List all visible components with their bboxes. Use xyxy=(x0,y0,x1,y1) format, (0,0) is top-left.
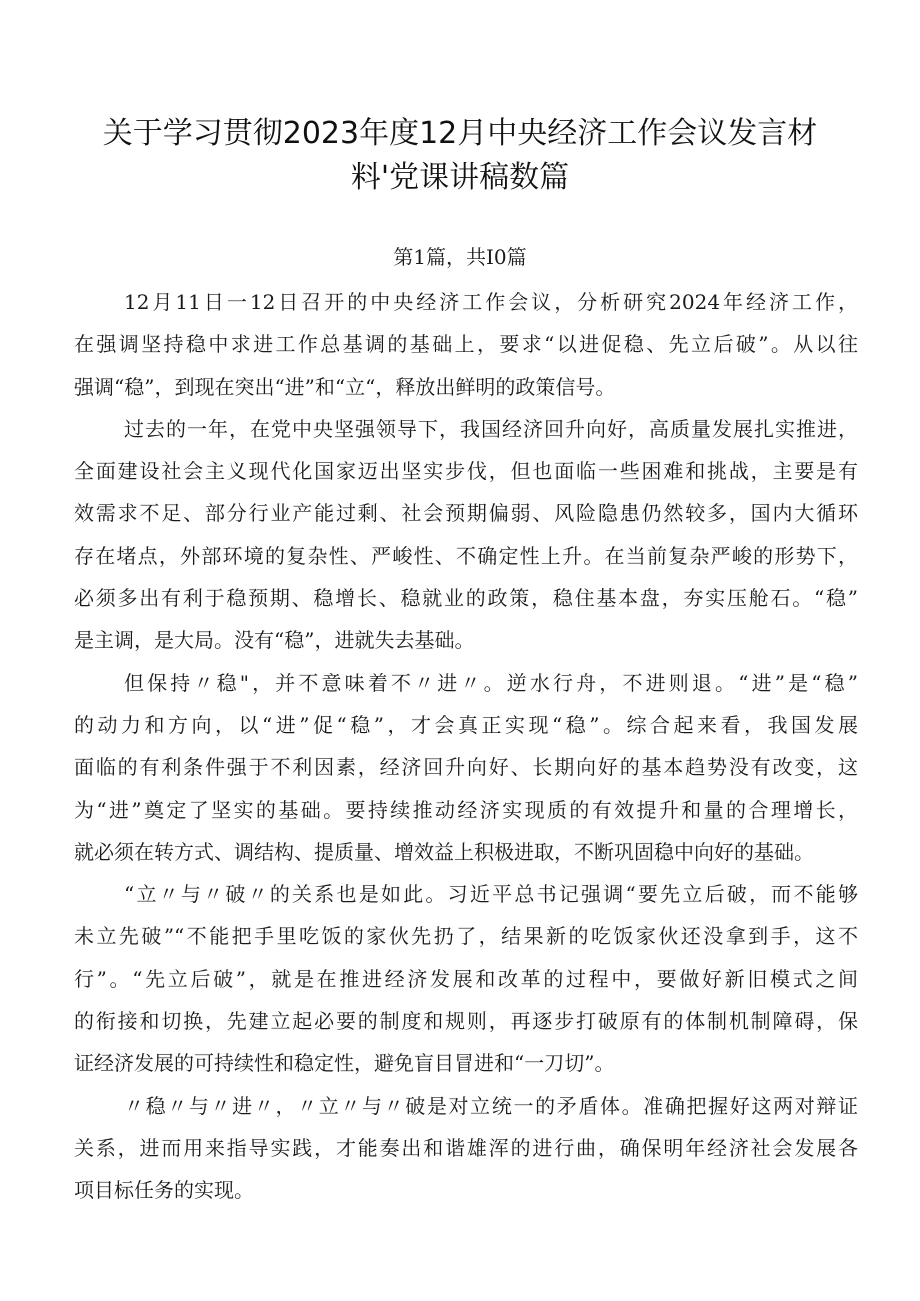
paragraph-line: 存在堵点，外部环境的复杂性、严峻性、不确定性上升。在当前复杂严峻的形势下， xyxy=(74,543,858,568)
document-title xyxy=(60,112,860,200)
paragraph-line: 必须多出有利于稳预期、稳增长、稳就业的政策，稳住基本盘，夯实压舱石。“稳” xyxy=(74,586,858,611)
paragraph-2 xyxy=(74,408,858,662)
title-line-1: 关于学习贯彻2023年度12月中央经济工作会议发言材 xyxy=(102,116,818,151)
section-subtitle: 第1篇，共I0篇 xyxy=(393,245,527,269)
paragraph-line: 行”。“先立后破”，就是在推进经济发展和改革的过程中，要做好新旧模式之间 xyxy=(74,966,858,991)
paragraph-line: 未立先破”“不能把手里吃饭的家伙先扔了，结果新的吃饭家伙还没拿到手，这不 xyxy=(74,924,858,949)
paragraph-line: 强调“稳”，到现在突出“进”和“立“，释放出鲜明的政策信号。 xyxy=(74,374,616,399)
paragraph-line: 12月11日一12日召开的中央经济工作会议，分析研究2024年经济工作， xyxy=(124,290,858,314)
paragraph-line: “立〃与〃破〃的关系也是如此。习近平总书记强调“要先立后破，而不能够 xyxy=(124,882,858,907)
paragraph-line: 在强调坚持稳中求进工作总基调的基础上，要求“以进促稳、先立后破”。从以往 xyxy=(74,332,858,357)
paragraph-4 xyxy=(74,873,858,1084)
paragraph-line: 的衔接和切换，先建立起必要的制度和规则，再逐步打破原有的体制机制障碍，保 xyxy=(74,1009,858,1034)
paragraph-1 xyxy=(74,281,858,408)
paragraph-line: 过去的一年，在党中央坚强领导下，我国经济回升向好，高质量发展扎实推进， xyxy=(124,416,858,441)
paragraph-line: 证经济发展的可持续性和稳定性，避免盲目冒进和“一刀切”。 xyxy=(74,1051,615,1076)
paragraph-line: 面临的有利条件强于不利因素，经济回升向好、长期向好的基本趋势没有改变，这 xyxy=(74,755,858,780)
paragraph-line: 项目标任务的实现。 xyxy=(74,1178,254,1203)
paragraph-line: 是主调，是大局。没有“稳”，进就失去基础。 xyxy=(74,628,475,653)
paragraph-line: 但保持〃稳"，并不意味着不〃进〃。逆水行舟，不进则退。“进”是“稳” xyxy=(124,670,858,695)
document-body xyxy=(74,281,858,1212)
paragraph-3 xyxy=(74,662,858,873)
paragraph-line: 〃稳〃与〃进〃，〃立〃与〃破是对立统一的矛盾体。准确把握好这两对辩证 xyxy=(124,1093,858,1118)
paragraph-line: 效需求不足、部分行业产能过剩、社会预期偏弱、风险隐患仍然较多，国内大循环 xyxy=(74,501,858,526)
paragraph-line: 为“进”奠定了坚实的基础。要持续推动经济实现质的有效提升和量的合理增长， xyxy=(74,797,858,822)
paragraph-5 xyxy=(74,1085,858,1212)
paragraph-line: 关系，进而用来指导实践，才能奏出和谐雄浑的进行曲，确保明年经济社会发展各 xyxy=(74,1135,858,1160)
title-line-2: 料'党课讲稿数篇 xyxy=(350,160,570,195)
paragraph-line: 全面建设社会主义现代化国家迈出坚实步伐，但也面临一些困难和挑战，主要是有 xyxy=(74,459,858,484)
paragraph-line: 的动力和方向，以“进”促“稳”，才会真正实现“稳”。综合起来看，我国发展 xyxy=(74,712,858,737)
paragraph-line: 就必须在转方式、调结构、提质量、增效益上积极进取，不断巩固稳中向好的基础。 xyxy=(74,839,814,864)
